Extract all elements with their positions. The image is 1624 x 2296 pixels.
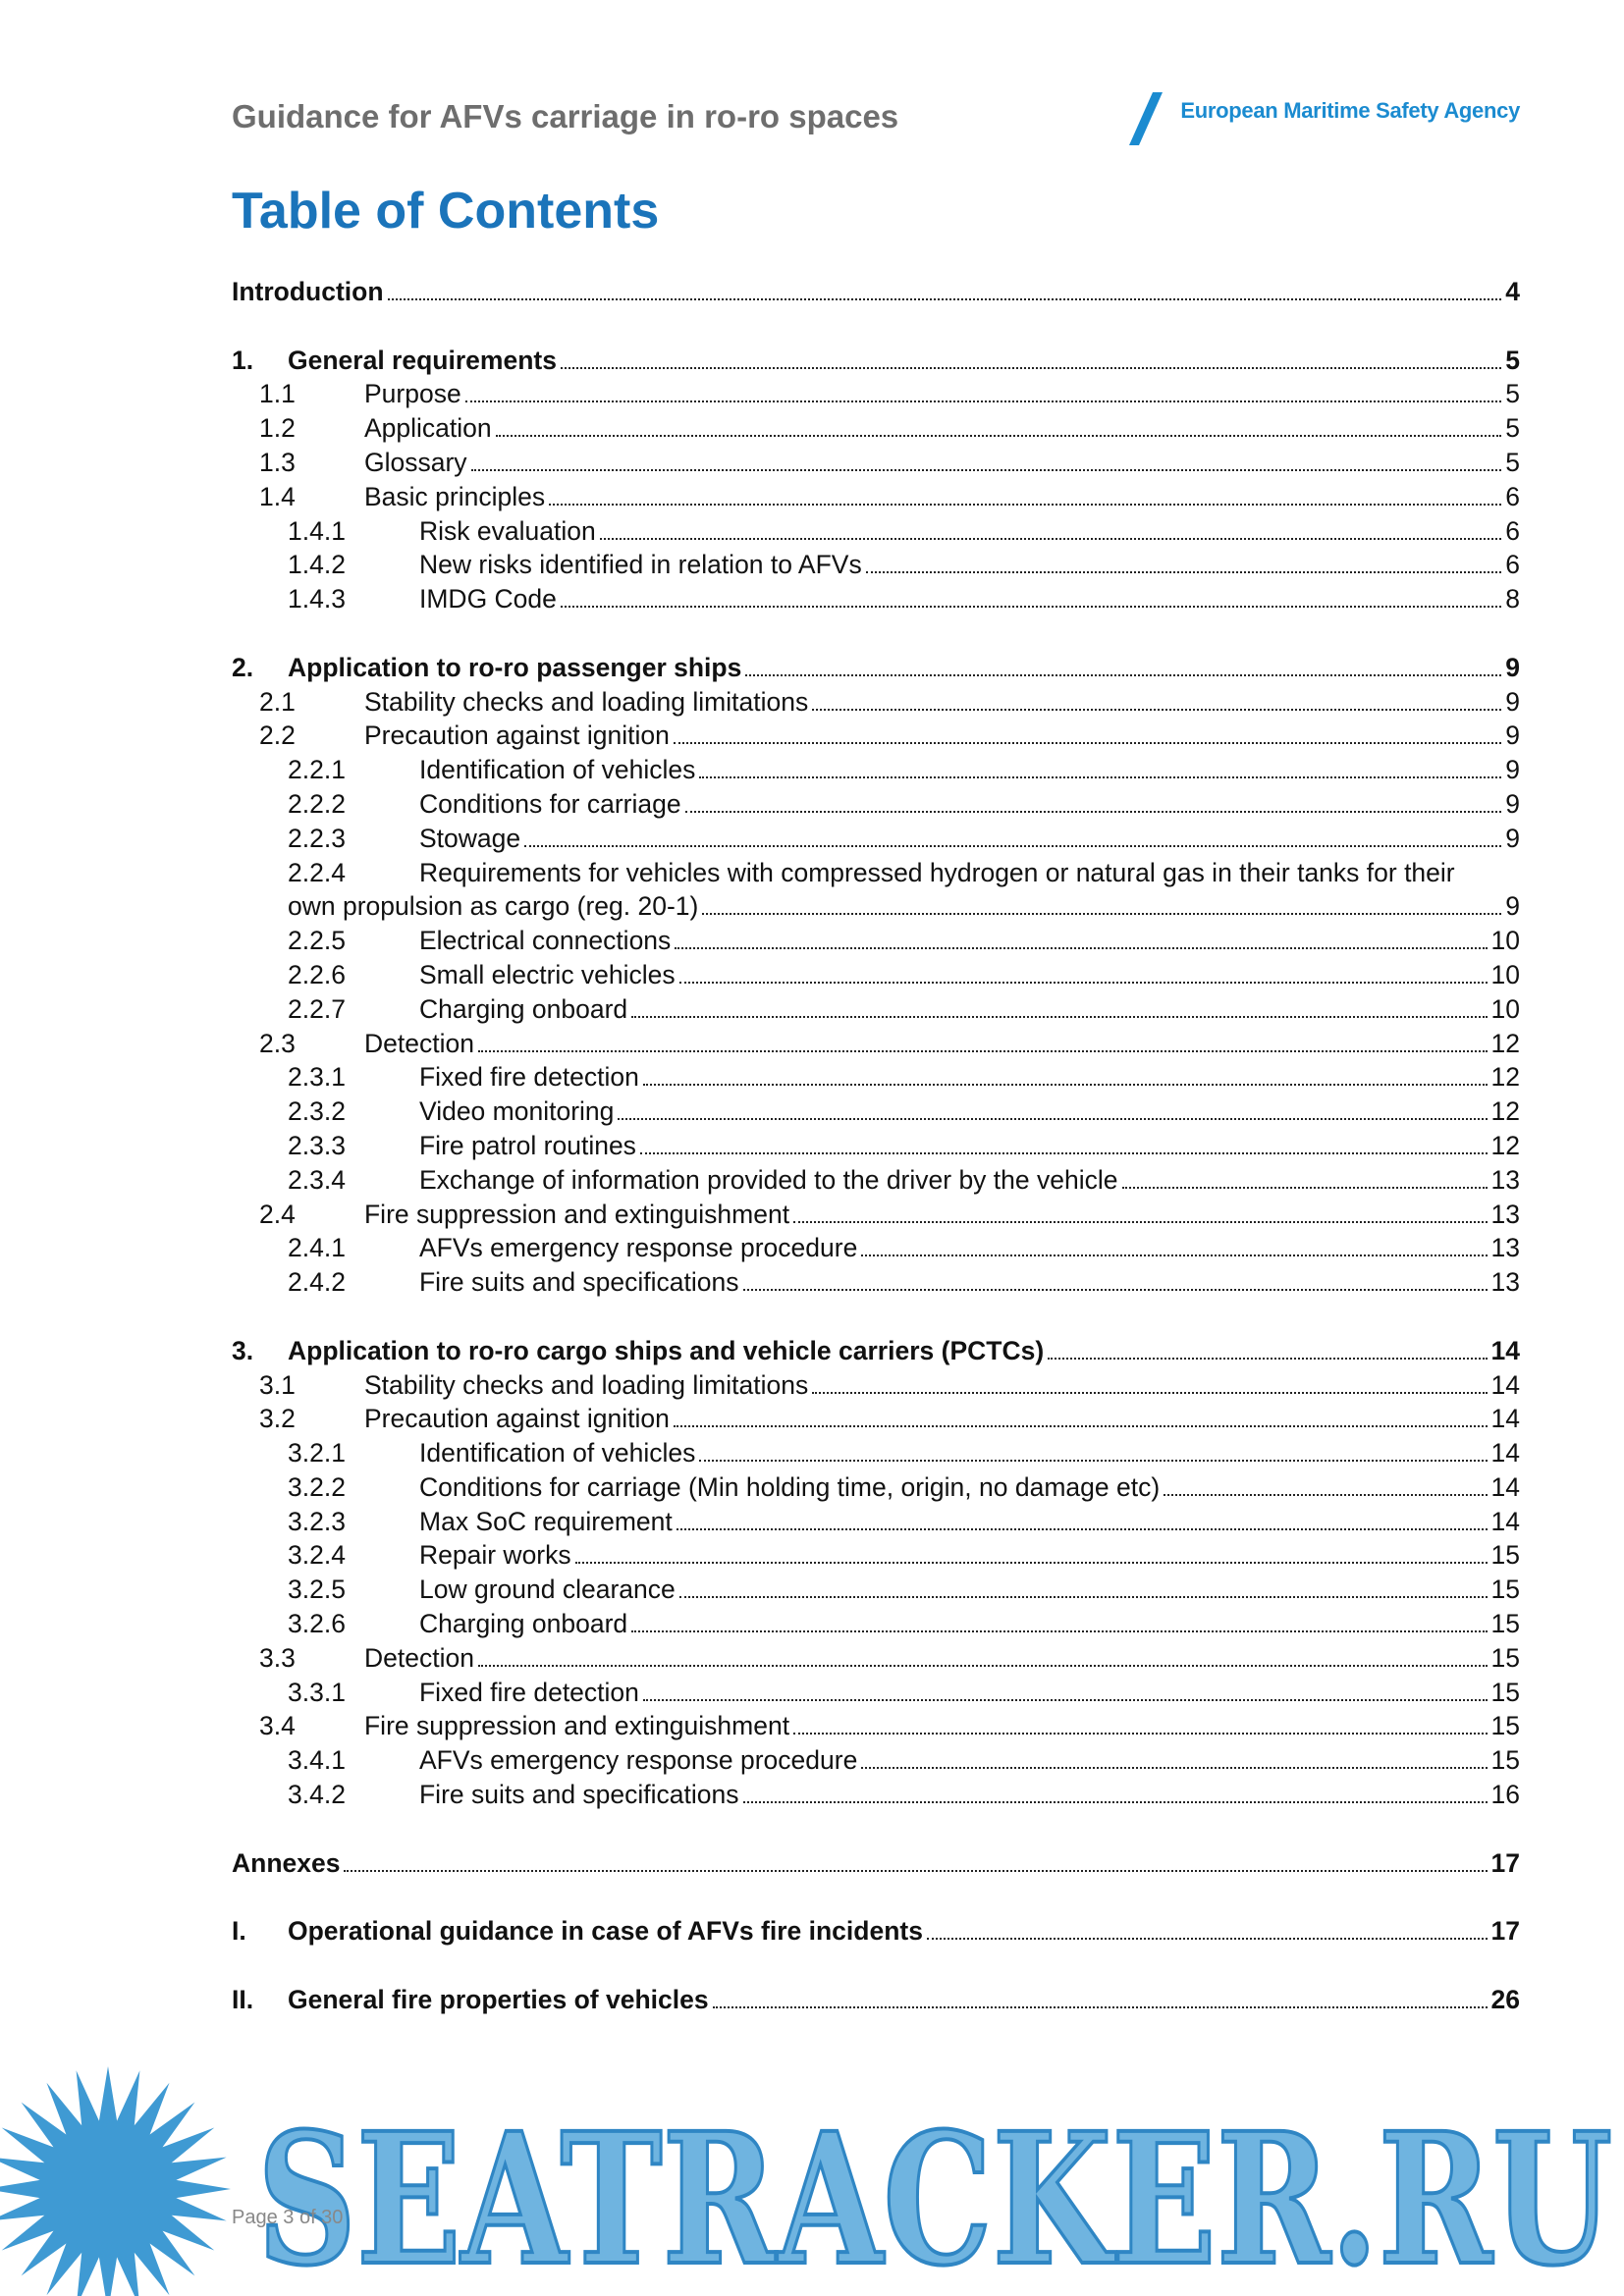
toc-entry-page: 26: [1490, 1984, 1520, 2014]
leader-dots: [679, 982, 1488, 984]
toc-entry-2-3-2[interactable]: [232, 1095, 1520, 1129]
toc-entry-3-4[interactable]: [232, 1709, 1520, 1743]
toc-entry-page: 9: [1505, 755, 1520, 785]
toc-entry-label-continued: own propulsion as cargo (reg. 20-1): [288, 891, 699, 922]
toc-entry-number: 2.2.4: [288, 857, 346, 887]
watermark: [0, 2061, 1624, 2296]
toc-entry-1-4-1[interactable]: [232, 514, 1520, 549]
toc-entry-label: Basic principles: [364, 481, 546, 511]
leader-dots: [927, 1938, 1488, 1940]
toc-entry-number: 3.2.4: [288, 1540, 346, 1571]
leader-dots: [812, 1392, 1487, 1394]
leader-dots: [793, 1733, 1487, 1735]
toc-entry-number: 2.4.1: [288, 1233, 346, 1263]
toc-entry-label: Fire suits and specifications: [419, 1780, 739, 1810]
toc-entry-number: 3.3.1: [288, 1677, 346, 1707]
toc-entry-page: 9: [1505, 823, 1520, 853]
toc-entry-label: Fire suppression and extinguishment: [364, 1711, 790, 1741]
leader-dots: [699, 1460, 1487, 1462]
toc-entry-page: 9: [1505, 891, 1520, 922]
toc-entry-page: 15: [1490, 1575, 1520, 1605]
toc-entry-page: 14: [1490, 1404, 1520, 1434]
toc-entry-label: Fire patrol routines: [419, 1130, 636, 1160]
toc-entry-2[interactable]: [232, 651, 1520, 685]
document-title: Guidance for AFVs carriage in ro-ro spaces: [232, 98, 899, 134]
toc-entry-number: II.: [232, 1984, 254, 2014]
toc-entry-number: 3.4.1: [288, 1745, 346, 1776]
leader-dots: [745, 674, 1501, 676]
leader-dots: [702, 913, 1501, 915]
toc-entry-label: Small electric vehicles: [419, 959, 676, 989]
leader-dots: [643, 1084, 1488, 1086]
toc-entry-2-2[interactable]: [232, 719, 1520, 753]
toc-entry-page: 10: [1490, 959, 1520, 989]
toc-entry-label: Exchange of information provided to the driver by the vehicle: [419, 1164, 1118, 1195]
toc-entry-number: 2.2.7: [288, 993, 346, 1024]
toc-entry-label: Risk evaluation: [419, 515, 596, 546]
toc-entry-label: Glossary: [364, 447, 467, 477]
toc-entry-label: Conditions for carriage: [419, 788, 681, 819]
toc-entry-label: AFVs emergency response procedure: [419, 1233, 858, 1263]
toc-entry-page: 15: [1490, 1609, 1520, 1639]
toc-entry-label: Application to ro-ro cargo ships and vehicle carriers (PCTCs): [288, 1335, 1045, 1365]
document-header: [232, 90, 1520, 149]
leader-dots: [631, 1630, 1487, 1632]
toc-entry-number: 2.: [232, 652, 254, 682]
toc-entry-2-3-3[interactable]: [232, 1129, 1520, 1163]
toc-entry-page: 14: [1490, 1506, 1520, 1536]
toc-entry-1-4[interactable]: [232, 480, 1520, 514]
toc-entry-label: AFVs emergency response procedure: [419, 1745, 858, 1776]
leader-dots: [575, 1562, 1488, 1564]
toc-entry-number: 1.: [232, 345, 254, 375]
toc-entry-annex-i[interactable]: [232, 1914, 1520, 1949]
toc-entry-page: 5: [1505, 413, 1520, 444]
toc-entry-label: Charging onboard: [419, 1609, 628, 1639]
toc-entry-3-3-1[interactable]: [232, 1676, 1520, 1710]
leader-dots: [674, 1425, 1488, 1427]
toc-entry-page: 12: [1490, 1130, 1520, 1160]
toc-entry-label: Stability checks and loading limitations: [364, 686, 809, 717]
toc-entry-page: 8: [1505, 584, 1520, 614]
leader-dots: [861, 1767, 1487, 1769]
toc-entry-page: 6: [1505, 481, 1520, 511]
toc-entry-3-2-3[interactable]: [232, 1505, 1520, 1539]
toc-entry-number: 3.2.2: [288, 1471, 346, 1502]
toc-entry-number: 1.4: [259, 481, 296, 511]
toc-entry-page: 15: [1490, 1677, 1520, 1707]
toc-entry-label: Fixed fire detection: [419, 1062, 639, 1093]
toc-entry-3[interactable]: [232, 1334, 1520, 1368]
toc-entry-label: General requirements: [288, 345, 557, 375]
toc-entry-label: Stability checks and loading limitations: [364, 1369, 809, 1400]
toc-entry-label: Application to ro-ro passenger ships: [288, 652, 742, 682]
toc-entry-number: 3.4.2: [288, 1780, 346, 1810]
toc-entry-number: 2.3.1: [288, 1062, 346, 1093]
toc-entry-label: Stowage: [419, 823, 521, 853]
leader-dots: [524, 845, 1501, 847]
toc-entry-number: 1.3: [259, 447, 296, 477]
toc-entry-page: 14: [1490, 1438, 1520, 1468]
toc-entry-2-2-7[interactable]: [232, 992, 1520, 1027]
toc-entry-1-4-3[interactable]: [232, 582, 1520, 616]
toc-entry-page: 13: [1490, 1164, 1520, 1195]
leader-dots: [388, 298, 1502, 300]
toc-entry-page: 9: [1505, 686, 1520, 717]
toc-entry-annex-ii[interactable]: [232, 1983, 1520, 2017]
agency-name: European Maritime Safety Agency: [1180, 98, 1520, 123]
toc-entry-page: 10: [1490, 993, 1520, 1024]
toc-entry-number: 1.2: [259, 413, 296, 444]
toc-entry-page: 14: [1490, 1369, 1520, 1400]
toc-entry-label: Annexes: [232, 1847, 341, 1878]
toc-entry-label: Detection: [364, 1028, 474, 1058]
toc-entry-page: 9: [1505, 721, 1520, 751]
toc-entry-label: New risks identified in relation to AFVs: [419, 550, 862, 580]
toc-entry-page: 12: [1490, 1028, 1520, 1058]
sun-rays: [0, 2066, 231, 2296]
leader-dots: [465, 400, 1502, 402]
toc-entry-page: 9: [1505, 788, 1520, 819]
leader-dots: [549, 504, 1501, 506]
toc-entry-number: 2.2.1: [288, 755, 346, 785]
toc-entry-number: 1.4.1: [288, 515, 346, 546]
leader-dots: [866, 571, 1502, 573]
toc-entry-1-2[interactable]: [232, 411, 1520, 446]
toc-entry-page: 12: [1490, 1062, 1520, 1093]
toc-entry-number: 2.2.3: [288, 823, 346, 853]
toc-entry-number: 3.3: [259, 1642, 296, 1673]
toc-entry-3-4-1[interactable]: [232, 1743, 1520, 1778]
toc-entry-number: 2.2.5: [288, 926, 346, 956]
sun-burst-icon: [0, 2066, 231, 2296]
toc-entry-label: Repair works: [419, 1540, 571, 1571]
toc-entry-number: 3.2.3: [288, 1506, 346, 1536]
toc-entry-1-4-2[interactable]: [232, 548, 1520, 582]
toc-entry-page: 13: [1490, 1267, 1520, 1298]
toc-entry-page: 12: [1490, 1096, 1520, 1127]
toc-entry-2-4[interactable]: [232, 1198, 1520, 1232]
toc-entry-2-4-2[interactable]: [232, 1265, 1520, 1300]
leader-dots: [561, 367, 1501, 369]
toc-entry-1[interactable]: [232, 344, 1520, 378]
toc-entry-1-3[interactable]: [232, 446, 1520, 480]
toc-entry-label: Precaution against ignition: [364, 1404, 670, 1434]
leader-dots: [631, 1016, 1487, 1018]
toc-entry-number: 2.2.6: [288, 959, 346, 989]
toc-entry-3-1[interactable]: [232, 1368, 1520, 1403]
leader-dots: [640, 1152, 1488, 1154]
toc-entry-3-3[interactable]: [232, 1641, 1520, 1676]
toc-entry-2-2-1[interactable]: [232, 753, 1520, 787]
toc-entry-label: Fire suppression and extinguishment: [364, 1199, 790, 1229]
toc-entry-page: 15: [1490, 1745, 1520, 1776]
toc-entry-number: 2.4: [259, 1199, 296, 1229]
toc-entry-page: 6: [1505, 550, 1520, 580]
toc-entry-3-2-5[interactable]: [232, 1573, 1520, 1607]
toc-entry-label: Video monitoring: [419, 1096, 615, 1127]
toc-entry-number: I.: [232, 1916, 246, 1947]
toc-entry-number: 2.3: [259, 1028, 296, 1058]
toc-entry-page: 13: [1490, 1233, 1520, 1263]
leader-dots: [674, 742, 1501, 744]
leader-dots: [793, 1221, 1487, 1223]
toc-entry-number: 1.4.2: [288, 550, 346, 580]
toc-entry-page: 6: [1505, 515, 1520, 546]
watermark-text: SEATRACKER.RU: [257, 2094, 1612, 2296]
toc-entry-page: 5: [1505, 345, 1520, 375]
toc-entry-label: Application: [364, 413, 492, 444]
toc-entry-label: Conditions for carriage (Min holding time, origin, no damage etc): [419, 1471, 1161, 1502]
toc-entry-label: Charging onboard: [419, 993, 628, 1024]
toc-entry-page: 10: [1490, 926, 1520, 956]
toc-entry-3-2[interactable]: [232, 1402, 1520, 1436]
toc-entry-number: 2.2.2: [288, 788, 346, 819]
toc-entry-annexes[interactable]: [232, 1846, 1520, 1881]
leader-dots: [812, 709, 1501, 711]
toc-entry-label: Identification of vehicles: [419, 755, 696, 785]
toc-entry-3-2-1[interactable]: [232, 1436, 1520, 1470]
leader-dots: [685, 811, 1502, 813]
toc-entry-number: 2.2: [259, 721, 296, 751]
toc-entry-number: 3.2.1: [288, 1438, 346, 1468]
toc-entry-label: General fire properties of vehicles: [288, 1984, 709, 2014]
toc-entry-label: Introduction: [232, 277, 384, 306]
toc-entry-1-1[interactable]: [232, 377, 1520, 411]
toc-entry-number: 2.3.2: [288, 1096, 346, 1127]
toc-entry-number: 3.4: [259, 1711, 296, 1741]
leader-dots: [561, 606, 1501, 608]
leader-dots: [713, 2006, 1488, 2008]
leader-dots: [743, 1289, 1488, 1291]
toc-entry-number: 2.3.3: [288, 1130, 346, 1160]
toc-entry-page: 14: [1490, 1335, 1520, 1365]
leader-dots: [675, 947, 1487, 949]
toc-entry-label: IMDG Code: [419, 584, 557, 614]
toc-entry-number: 1.4.3: [288, 584, 346, 614]
leader-dots: [618, 1118, 1487, 1120]
toc-entry-label: Fixed fire detection: [419, 1677, 639, 1707]
toc-entry-number: 3.2.6: [288, 1609, 346, 1639]
toc-entry-page: 15: [1490, 1711, 1520, 1741]
toc-entry-introduction[interactable]: [232, 275, 1520, 309]
toc-entry-number: 3.2.5: [288, 1575, 346, 1605]
leader-dots: [344, 1870, 1487, 1872]
toc-entry-page: 4: [1505, 277, 1520, 306]
toc-entry-number: 3.2: [259, 1404, 296, 1434]
leader-dots: [743, 1801, 1488, 1803]
toc-entry-3-2-4[interactable]: [232, 1538, 1520, 1573]
toc-entry-2-2-5[interactable]: [232, 924, 1520, 958]
toc-entry-2-2-6[interactable]: [232, 958, 1520, 992]
agency-slash-logo-icon: [1119, 90, 1178, 147]
toc-entry-page: 9: [1505, 652, 1520, 682]
toc-entry-3-4-2[interactable]: [232, 1778, 1520, 1812]
toc-entry-label: Operational guidance in case of AFVs fire incidents: [288, 1916, 923, 1947]
toc-entry-label: Requirements for vehicles with compressed hydrogen or natural gas in their tanks for their: [419, 857, 1455, 887]
toc-entry-label: Electrical connections: [419, 926, 672, 956]
toc-entry-label: Purpose: [364, 379, 461, 409]
leader-dots: [861, 1255, 1487, 1256]
leader-dots: [478, 1050, 1488, 1052]
toc-entry-2-3-1[interactable]: [232, 1060, 1520, 1095]
toc-entry-label: Precaution against ignition: [364, 721, 670, 751]
toc-entry-page: 5: [1505, 447, 1520, 477]
toc-entry-number: 2.1: [259, 686, 296, 717]
toc-entry-page: 17: [1490, 1916, 1520, 1947]
leader-dots: [679, 1596, 1488, 1598]
toc-entry-number: 1.1: [259, 379, 296, 409]
toc-entry-number: 2.4.2: [288, 1267, 346, 1298]
leader-dots: [643, 1699, 1488, 1701]
leader-dots: [677, 1528, 1488, 1530]
leader-dots: [600, 538, 1502, 540]
toc-entry-page: 17: [1490, 1847, 1520, 1878]
toc-entry-2-1[interactable]: [232, 685, 1520, 720]
toc-entry-page: 5: [1505, 379, 1520, 409]
toc-entry-number: 3.: [232, 1335, 254, 1365]
toc-entry-2-4-1[interactable]: [232, 1231, 1520, 1265]
toc-entry-label: Detection: [364, 1642, 474, 1673]
toc-entry-2-2-4[interactable]: [232, 856, 1520, 925]
toc-entry-page: 15: [1490, 1540, 1520, 1571]
leader-dots: [496, 435, 1502, 437]
toc-entry-2-2-3[interactable]: [232, 822, 1520, 856]
toc-entry-number: 2.3.4: [288, 1164, 346, 1195]
leader-dots: [1164, 1494, 1487, 1496]
leader-dots: [471, 469, 1502, 471]
toc-entry-3-2-6[interactable]: [232, 1607, 1520, 1641]
toc-entry-number: 3.1: [259, 1369, 296, 1400]
toc-entry-label: Identification of vehicles: [419, 1438, 696, 1468]
toc-entry-label: Low ground clearance: [419, 1575, 676, 1605]
toc-entry-label: Fire suits and specifications: [419, 1267, 739, 1298]
toc-entry-page: 13: [1490, 1199, 1520, 1229]
page-number: Page 3 of 30: [232, 2207, 344, 2228]
toc-entry-page: 14: [1490, 1471, 1520, 1502]
toc-entry-2-3[interactable]: [232, 1027, 1520, 1061]
leader-dots: [1122, 1187, 1488, 1189]
table-of-contents: [232, 275, 1520, 2017]
toc-entry-page: 15: [1490, 1642, 1520, 1673]
toc-entry-2-3-4[interactable]: [232, 1163, 1520, 1198]
toc-entry-2-2-2[interactable]: [232, 787, 1520, 822]
leader-dots: [699, 776, 1501, 778]
toc-entry-label: Max SoC requirement: [419, 1506, 673, 1536]
leader-dots: [1048, 1358, 1487, 1360]
toc-entry-page: 16: [1490, 1780, 1520, 1810]
toc-title: Table of Contents: [232, 183, 660, 240]
toc-entry-3-2-2[interactable]: [232, 1470, 1520, 1505]
leader-dots: [478, 1665, 1488, 1667]
